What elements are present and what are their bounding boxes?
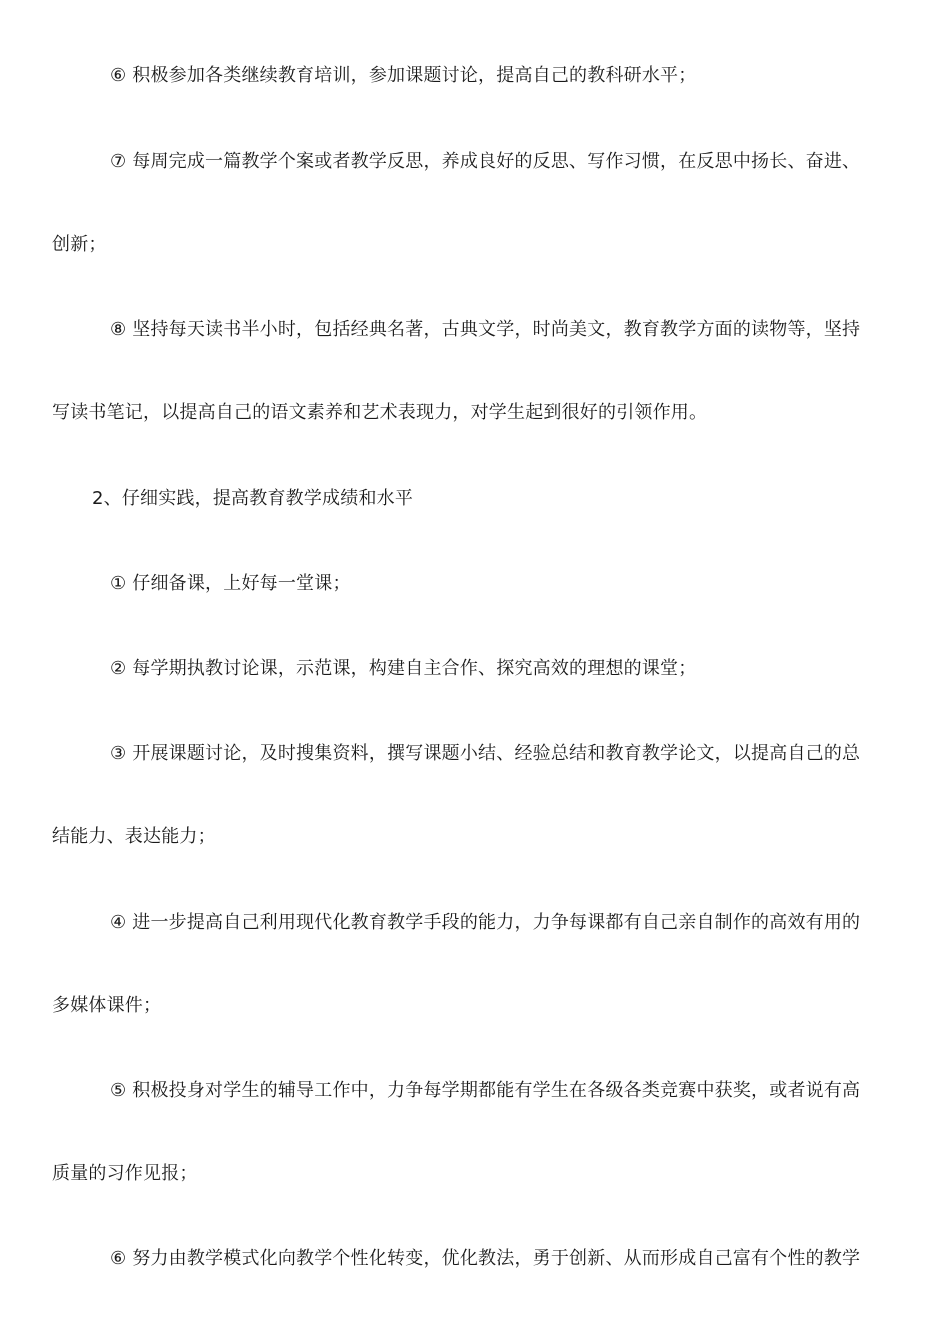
- paragraph-item-2-demo-class: ② 每学期执教讨论课，示范课，构建自主合作、探究高效的理想的课堂；: [110, 658, 697, 679]
- paragraph-item-6-training: ⑥ 积极参加各类继续教育培训，参加课题讨论，提高自己的教科研水平；: [110, 65, 697, 86]
- paragraph-item-6-personalization: ⑥ 努力由教学模式化向教学个性化转变，优化教法，勇于创新、从而形成自己富有个性的教学: [110, 1248, 861, 1269]
- paragraph-item-7-reflection: ⑦ 每周完成一篇教学个案或者教学反思，养成良好的反思、写作习惯，在反思中扬长、奋进、: [110, 151, 861, 172]
- paragraph-item-4-continuation: 多媒体课件；: [52, 995, 162, 1016]
- paragraph-item-8-continuation: 写读书笔记，以提高自己的语文素养和艺术表现力，对学生起到很好的引领作用。: [52, 402, 708, 423]
- paragraph-item-3-continuation: 结能力、表达能力；: [52, 826, 216, 847]
- paragraph-item-5-continuation: 质量的习作见报；: [52, 1163, 198, 1184]
- paragraph-item-7-continuation: 创新；: [52, 234, 107, 255]
- paragraph-item-5-tutoring: ⑤ 积极投身对学生的辅导工作中，力争每学期都能有学生在各级各类竞赛中获奖，或者说有高: [110, 1080, 861, 1101]
- paragraph-item-1-prepare: ① 仔细备课，上好每一堂课；: [110, 573, 351, 594]
- section-heading-2: 2、仔细实践，提高教育教学成绩和水平: [92, 488, 414, 509]
- paragraph-item-4-multimedia: ④ 进一步提高自己利用现代化教育教学手段的能力，力争每课都有自己亲自制作的高效有用的: [110, 912, 861, 933]
- paragraph-item-3-research: ③ 开展课题讨论，及时搜集资料，撰写课题小结、经验总结和教育教学论文，以提高自己的总: [110, 743, 861, 764]
- paragraph-item-8-reading: ⑧ 坚持每天读书半小时，包括经典名著，古典文学，时尚美文，教育教学方面的读物等，坚持: [110, 319, 861, 340]
